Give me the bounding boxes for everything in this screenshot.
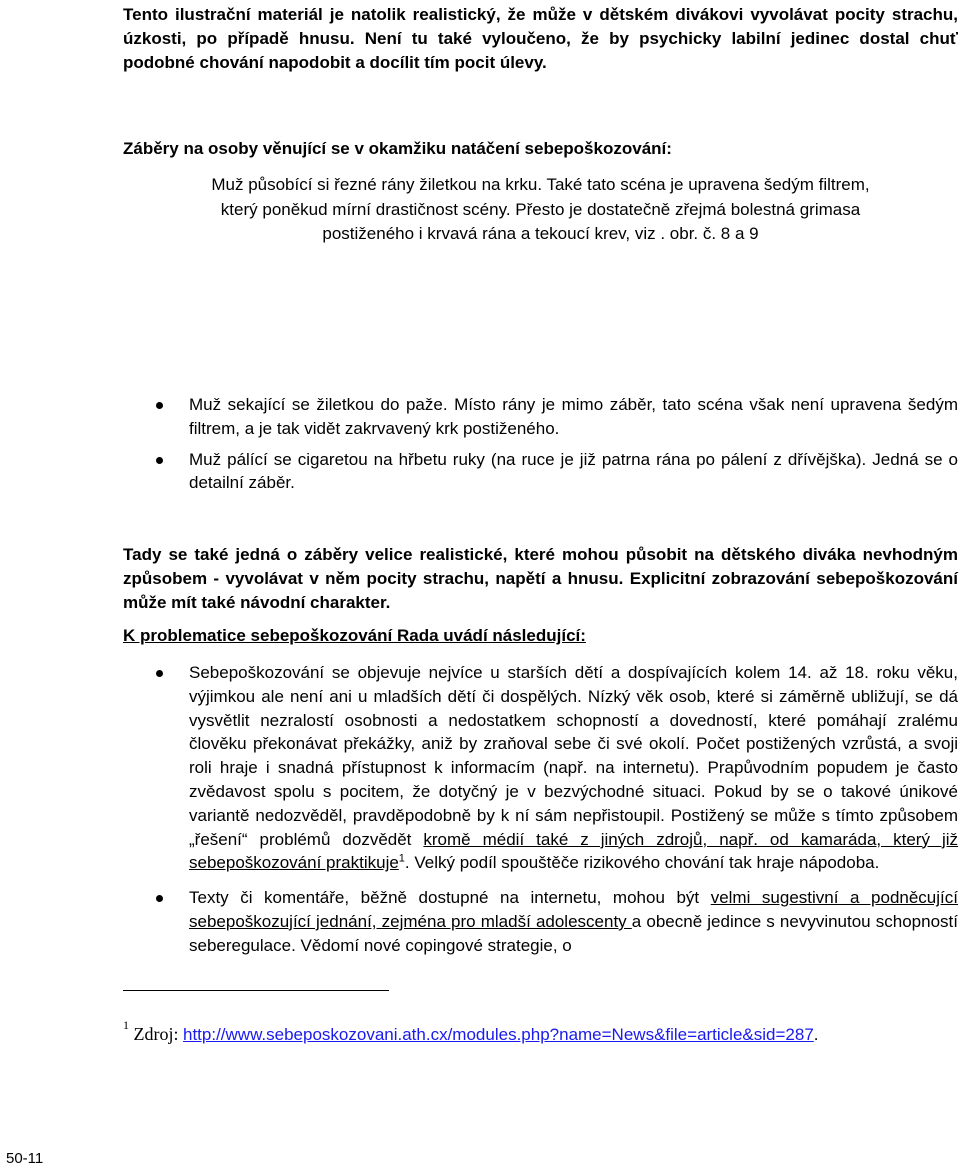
list-item-text: . Velký podíl spouštěče rizikového chování tak hraje nápodoba. [404,853,880,873]
list-item [123,448,958,496]
underlined-text: velmi sugestivní a podněcující sebepoškozující jednání, zejména pro mladší adolescenty [189,888,958,931]
bullet-icon [156,895,163,902]
warning-paragraph: Tady se také jedná o záběry velice realistické, které mohou působit na dětského diváka nevhodným způsobem - vyvolávat v něm pocity strachu, napětí a hnusu. Explicitní zobrazování sebepoškozování může mít také návodní charakter. [123,545,958,612]
bullet-icon [156,670,163,677]
list-item-text: Muž pálící se cigaretou na hřbetu ruky (na ruce je již patrna rána po pálení z dřívějška). Jedná se o detailní záběr. [189,449,958,493]
footnote-separator [123,990,389,991]
list-item-text: Texty či komentáře, běžně dostupné na internetu, mohou být [189,888,711,908]
list-item-text: Sebepoškozování se objevuje nejvíce u starších dětí a dospívajících kolem 14. až 18. roku věku, výjimkou ale není ani u mladších dětí či dospělých. Nízký věk osob, které si záměrně ubližují, se dá vysvětlit nezralostí osobnosti a nedostatkem schopností a dovedností, které pomáhají zralému člověku překonávat překážky, aniž by zraňoval sebe či své okolí. Počet postižených vzrůstá, a svoji roli hraje i snadná přístupnost k informacím (např. na internetu). Prapůvodním popudem je často zvědavost spolu s pocitem, že dotyčný je v bezvýchodné situaci. Pokud by se o takové únikové variantě nedozvěděl, pravděpodobně by k ní sám nepřistoupil. Postižený se může s tímto způsobem „řešení“ problémů dozvědět [189,663,958,849]
footnote-source-label: Zdroj: [129,1024,183,1044]
footnote-reference[interactable]: 1 [398,852,405,865]
section-heading: Záběry na osoby věnující se v okamžiku natáčení sebepoškozování: [123,139,672,158]
footnote-source-link[interactable]: http://www.sebeposkozovani.ath.cx/modules.php?name=News&file=article&sid=287 [183,1025,814,1044]
list-item [123,393,958,441]
bullet-icon [156,402,163,409]
footnote-trailing: . [813,1025,819,1044]
scene-bullet-list [123,393,958,495]
rada-bullet-list [123,661,958,958]
footnote-number: 1 [123,1018,129,1032]
underlined-text: kromě médií také z jiných zdrojů, např. od kamaráda, který již sebepoškozování praktikuje [189,829,958,873]
footnote [123,1018,819,1045]
bullet-icon [156,457,163,464]
centered-line: který poněkud mírní drastičnost scény. Přesto je dostatečně zřejmá bolestná grimasa [220,199,861,219]
list-item [123,661,958,875]
rada-heading: K problematice sebepoškozování Rada uvádí následující: [123,626,586,645]
list-item-text: Muž sekající se žiletkou do paže. Místo rány je mimo záběr, tato scéna však není upravena šedým filtrem, a je tak vidět zakrvavený krk postiženého. [189,395,958,438]
centered-scene-description [123,173,958,247]
intro-paragraph: Tento ilustrační materiál je natolik realistický, že může v dětském divákovi vyvolávat pocity strachu, úzkosti, po případě hnusu. Není tu také vyloučeno, že by psychicky labilní jedinec dostal chuť podobné chování napodobit a docílit tím pocit úlevy. [123,5,958,72]
page-number: 50-11 [6,1150,44,1167]
list-item-text: a obecně jedince s nevyvinutou schopností seberegulace. Vědomí nové copingové strategie, o [189,911,958,955]
list-item [123,886,958,957]
centered-line: postiženého i krvavá rána a tekoucí krev, viz . obr. č. 8 a 9 [322,224,759,243]
centered-line: Muž působící si řezné rány žiletkou na krku. Také tato scéna je upravena šedým filtrem, [211,175,870,194]
